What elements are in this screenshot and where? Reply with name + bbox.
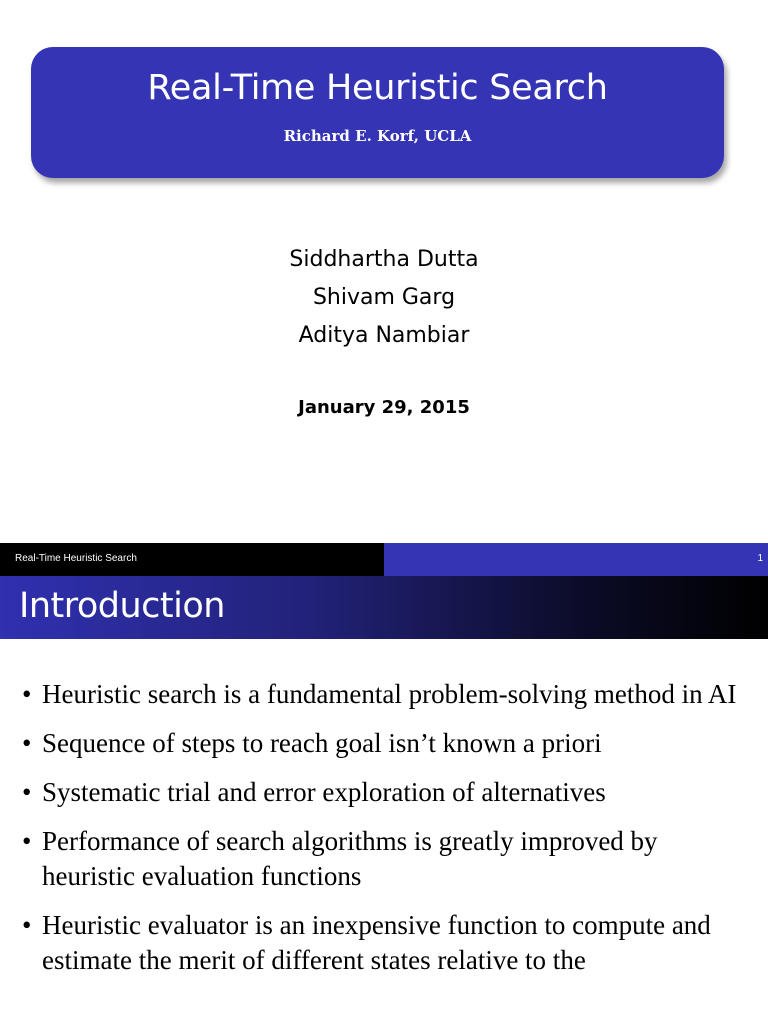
- author-name: Siddhartha Dutta: [289, 247, 479, 272]
- author-list: [0, 241, 768, 355]
- section-title: Introduction: [19, 586, 225, 626]
- bullet-item: • Heuristic evaluator is an inexpensive function to compute and estimate the merit of different states relative to the: [20, 908, 750, 978]
- bullet-item: • Systematic trial and error exploration of alternatives: [20, 775, 750, 810]
- bullet-list: [20, 677, 750, 992]
- bullet-item: • Heuristic search is a fundamental problem-solving method in AI: [20, 677, 750, 712]
- slide-footer: [0, 543, 768, 576]
- page-number: 1: [757, 553, 763, 564]
- section-header: [0, 576, 768, 639]
- bullet-item: • Sequence of steps to reach goal isn’t known a priori: [20, 726, 750, 761]
- title-banner: [31, 47, 724, 178]
- slide-subtitle: Richard E. Korf, UCLA: [283, 127, 472, 145]
- footer-title: Real-Time Heuristic Search: [15, 553, 137, 564]
- bullet-item: • Performance of search algorithms is greatly improved by heuristic evaluation functions: [20, 824, 750, 894]
- author-name: Shivam Garg: [312, 285, 456, 310]
- author-name: Aditya Nambiar: [298, 323, 470, 348]
- presentation-date: January 29, 2015: [298, 397, 470, 418]
- slide-title: Real-Time Heuristic Search: [147, 68, 608, 108]
- footer-page-bar: [384, 543, 768, 576]
- footer-title-bar: [0, 543, 384, 576]
